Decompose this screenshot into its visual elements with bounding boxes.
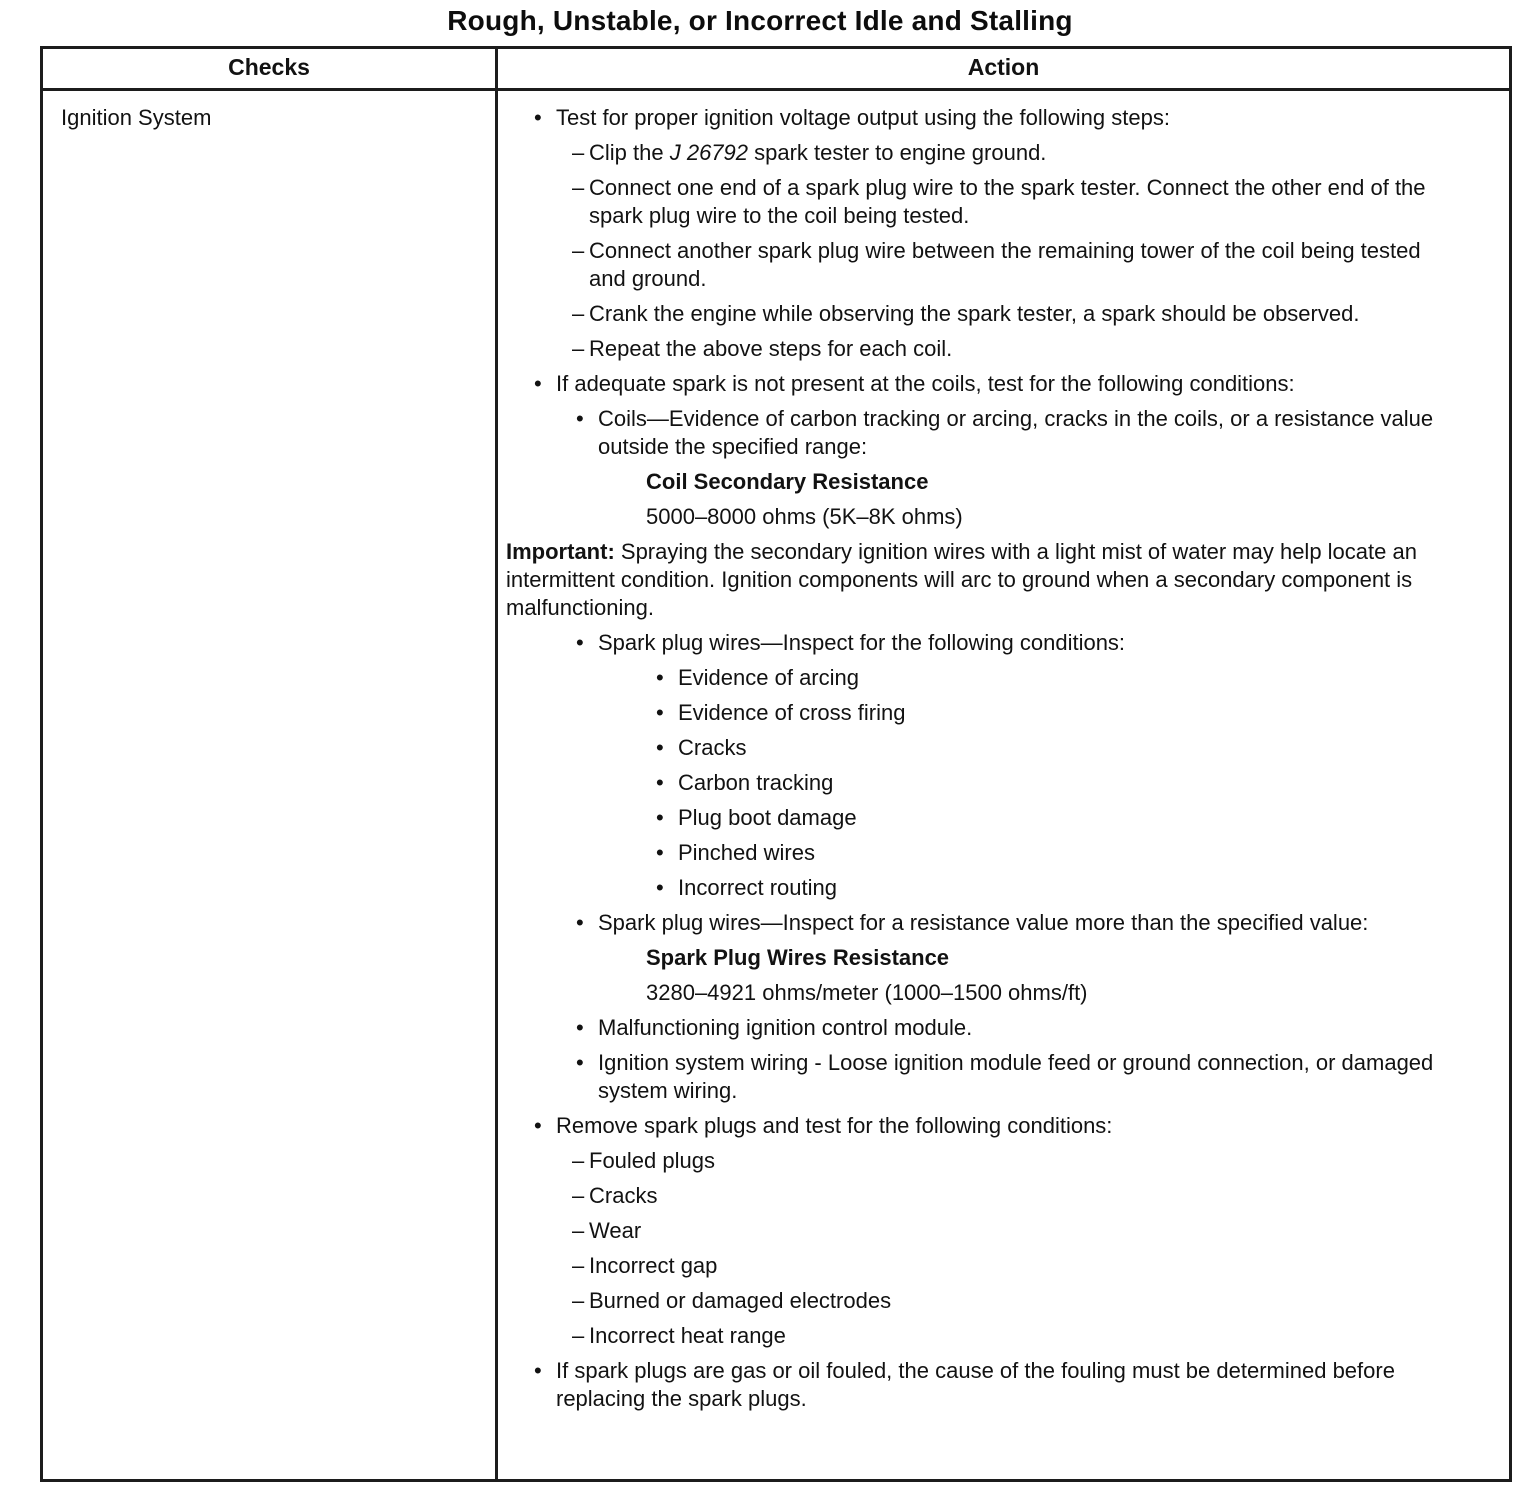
bullet-marker: • (534, 1358, 542, 1383)
bullet-marker: • (534, 1113, 542, 1138)
bullet-marker: • (656, 840, 664, 865)
action-item (506, 629, 1459, 657)
action-text: Crank the engine while observing the spark tester, a spark should be observed. (589, 301, 1360, 326)
action-text: Cracks (589, 1183, 658, 1208)
page-title: Rough, Unstable, or Incorrect Idle and Stalling (447, 5, 1073, 36)
action-text: Wear (589, 1218, 642, 1243)
action-text: Connect one end of a spark plug wire to the spark tester. Connect the other end of the spark plug wire to the coil being tested. (589, 175, 1426, 228)
action-item (506, 405, 1459, 461)
action-text: Spark plug wires—Inspect for the following conditions: (598, 630, 1126, 655)
action-text: Malfunctioning ignition control module. (598, 1015, 973, 1040)
table-header-row (43, 49, 1509, 91)
action-text: Plug boot damage (678, 805, 857, 830)
header-cell-action: Action (967, 54, 1040, 80)
dash-marker: – (572, 175, 585, 200)
action-item (506, 1112, 1459, 1140)
action-item (506, 1147, 1459, 1175)
bullet-marker: • (656, 770, 664, 795)
action-text: 5000–8000 ohms (5K–8K ohms) (646, 504, 963, 529)
action-text: Incorrect gap (589, 1253, 718, 1278)
action-item (506, 1014, 1459, 1042)
action-text: Ignition system wiring - Loose ignition module feed or ground connection, or damaged system wiring. (598, 1050, 1434, 1103)
bullet-marker: • (534, 105, 542, 130)
action-item (506, 237, 1459, 293)
action-text: Incorrect routing (678, 875, 837, 900)
action-item (506, 1322, 1459, 1350)
dash-marker: – (572, 1218, 585, 1243)
action-item (506, 804, 1459, 832)
action-item (506, 1252, 1459, 1280)
action-text: If adequate spark is not present at the coils, test for the following conditions: (556, 371, 1295, 396)
dash-marker: – (572, 1148, 585, 1173)
action-text: Coils—Evidence of carbon tracking or arcing, cracks in the coils, or a resistance value outside the specified range: (598, 406, 1434, 459)
bullet-marker: • (656, 735, 664, 760)
action-text: Spark Plug Wires Resistance (646, 945, 950, 970)
action-item (506, 1049, 1459, 1105)
action-text: 3280–4921 ohms/meter (1000–1500 ohms/ft) (646, 980, 1088, 1005)
table-row (43, 91, 1509, 1479)
dash-marker: – (572, 1253, 585, 1278)
action-item (506, 874, 1459, 902)
bullet-marker: • (576, 1050, 584, 1075)
bullet-marker: • (656, 700, 664, 725)
check-cell (43, 91, 498, 1479)
check-label: Ignition System (61, 105, 212, 130)
action-list (506, 104, 1459, 1413)
action-item (506, 1357, 1459, 1413)
spec-heading (506, 468, 1459, 496)
action-text: Incorrect heat range (589, 1323, 786, 1348)
dash-marker: – (572, 1288, 585, 1313)
action-text: Evidence of cross firing (678, 700, 906, 725)
action-item (506, 734, 1459, 762)
action-text: Important: Spraying the secondary ignition wires with a light mist of water may help locate an intermittent condition. Ignition components will arc to ground when a secondary component is malfunctioning. (506, 539, 1417, 620)
action-item (506, 839, 1459, 867)
action-item (506, 664, 1459, 692)
bullet-marker: • (576, 406, 584, 431)
action-text: Connect another spark plug wire between the remaining tower of the coil being tested and ground. (589, 238, 1421, 291)
bullet-marker: • (534, 371, 542, 396)
action-text: Test for proper ignition voltage output using the following steps: (556, 105, 1170, 130)
action-text: Repeat the above steps for each coil. (589, 336, 953, 361)
diagnostic-table (40, 46, 1512, 1482)
bullet-marker: • (576, 910, 584, 935)
action-text: Evidence of arcing (678, 665, 859, 690)
dash-marker: – (572, 1183, 585, 1208)
action-text: Clip the J 26792 spark tester to engine ground. (589, 140, 1047, 165)
dash-marker: – (572, 1323, 585, 1348)
action-text: Pinched wires (678, 840, 815, 865)
action-item (506, 335, 1459, 363)
header-cell-checks: Checks (43, 49, 498, 88)
action-text: Remove spark plugs and test for the following conditions: (556, 1113, 1113, 1138)
action-item (506, 139, 1459, 167)
action-text: Burned or damaged electrodes (589, 1288, 892, 1313)
important-note (506, 538, 1459, 622)
bullet-marker: • (656, 805, 664, 830)
action-text: Carbon tracking (678, 770, 834, 795)
spec-value (506, 503, 1459, 531)
action-text: Coil Secondary Resistance (646, 469, 929, 494)
dash-marker: – (572, 301, 585, 326)
action-item (506, 174, 1459, 230)
action-item (506, 769, 1459, 797)
action-item (506, 699, 1459, 727)
bullet-marker: • (656, 665, 664, 690)
action-item (506, 370, 1459, 398)
action-text: Fouled plugs (589, 1148, 715, 1173)
action-item (506, 1217, 1459, 1245)
action-item (506, 104, 1459, 132)
action-item (506, 1182, 1459, 1210)
action-text: Cracks (678, 735, 747, 760)
action-cell (498, 91, 1509, 1479)
action-item (506, 300, 1459, 328)
bullet-marker: • (576, 1015, 584, 1040)
bullet-marker: • (656, 875, 664, 900)
dash-marker: – (572, 336, 585, 361)
bullet-marker: • (576, 630, 584, 655)
dash-marker: – (572, 140, 585, 165)
spec-heading (506, 944, 1459, 972)
spec-value (506, 979, 1459, 1007)
action-item (506, 909, 1459, 937)
action-text: If spark plugs are gas or oil fouled, the cause of the fouling must be determined before replacing the spark plugs. (556, 1358, 1395, 1411)
dash-marker: – (572, 238, 585, 263)
action-item (506, 1287, 1459, 1315)
action-text: Spark plug wires—Inspect for a resistance value more than the specified value: (598, 910, 1369, 935)
